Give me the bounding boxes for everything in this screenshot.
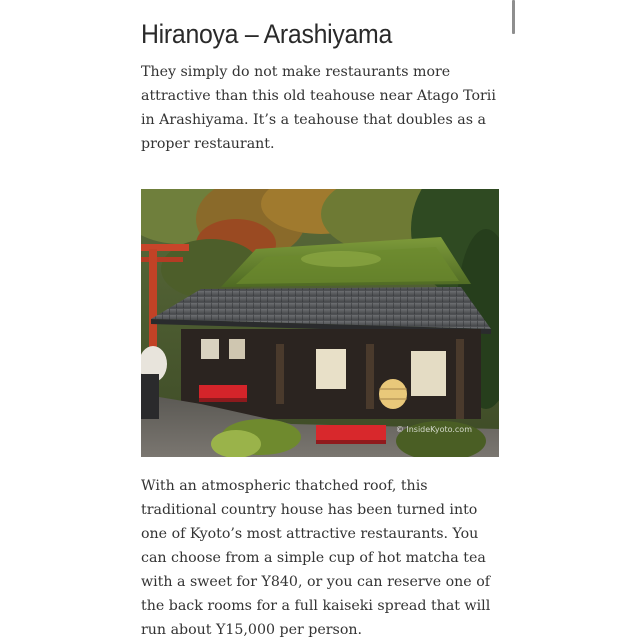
intro-paragraph: They simply do not make restaurants more attractive than this old teahouse near Atago Torii in Arashiyama. It’s a teahouse that doubles as a proper restaurant. [141, 64, 496, 152]
article [141, 16, 503, 642]
photo-watermark: © InsideKyoto.com [395, 425, 472, 434]
teahouse-illustration [141, 189, 499, 457]
scrollbar-thumb[interactable] [512, 0, 515, 34]
body-paragraph: With an atmospheric thatched roof, this traditional country house has been turned into one of Kyoto’s most attractive restaurants. You can choose from a simple cup of hot matcha tea with a sweet for Y840, or you can reserve one of the back rooms for a full kaiseki spread that will run about Y15,000 per person. [141, 478, 491, 638]
article-title: Hiranoya – Arashiyama [141, 19, 393, 49]
restaurant-photo [141, 189, 499, 457]
